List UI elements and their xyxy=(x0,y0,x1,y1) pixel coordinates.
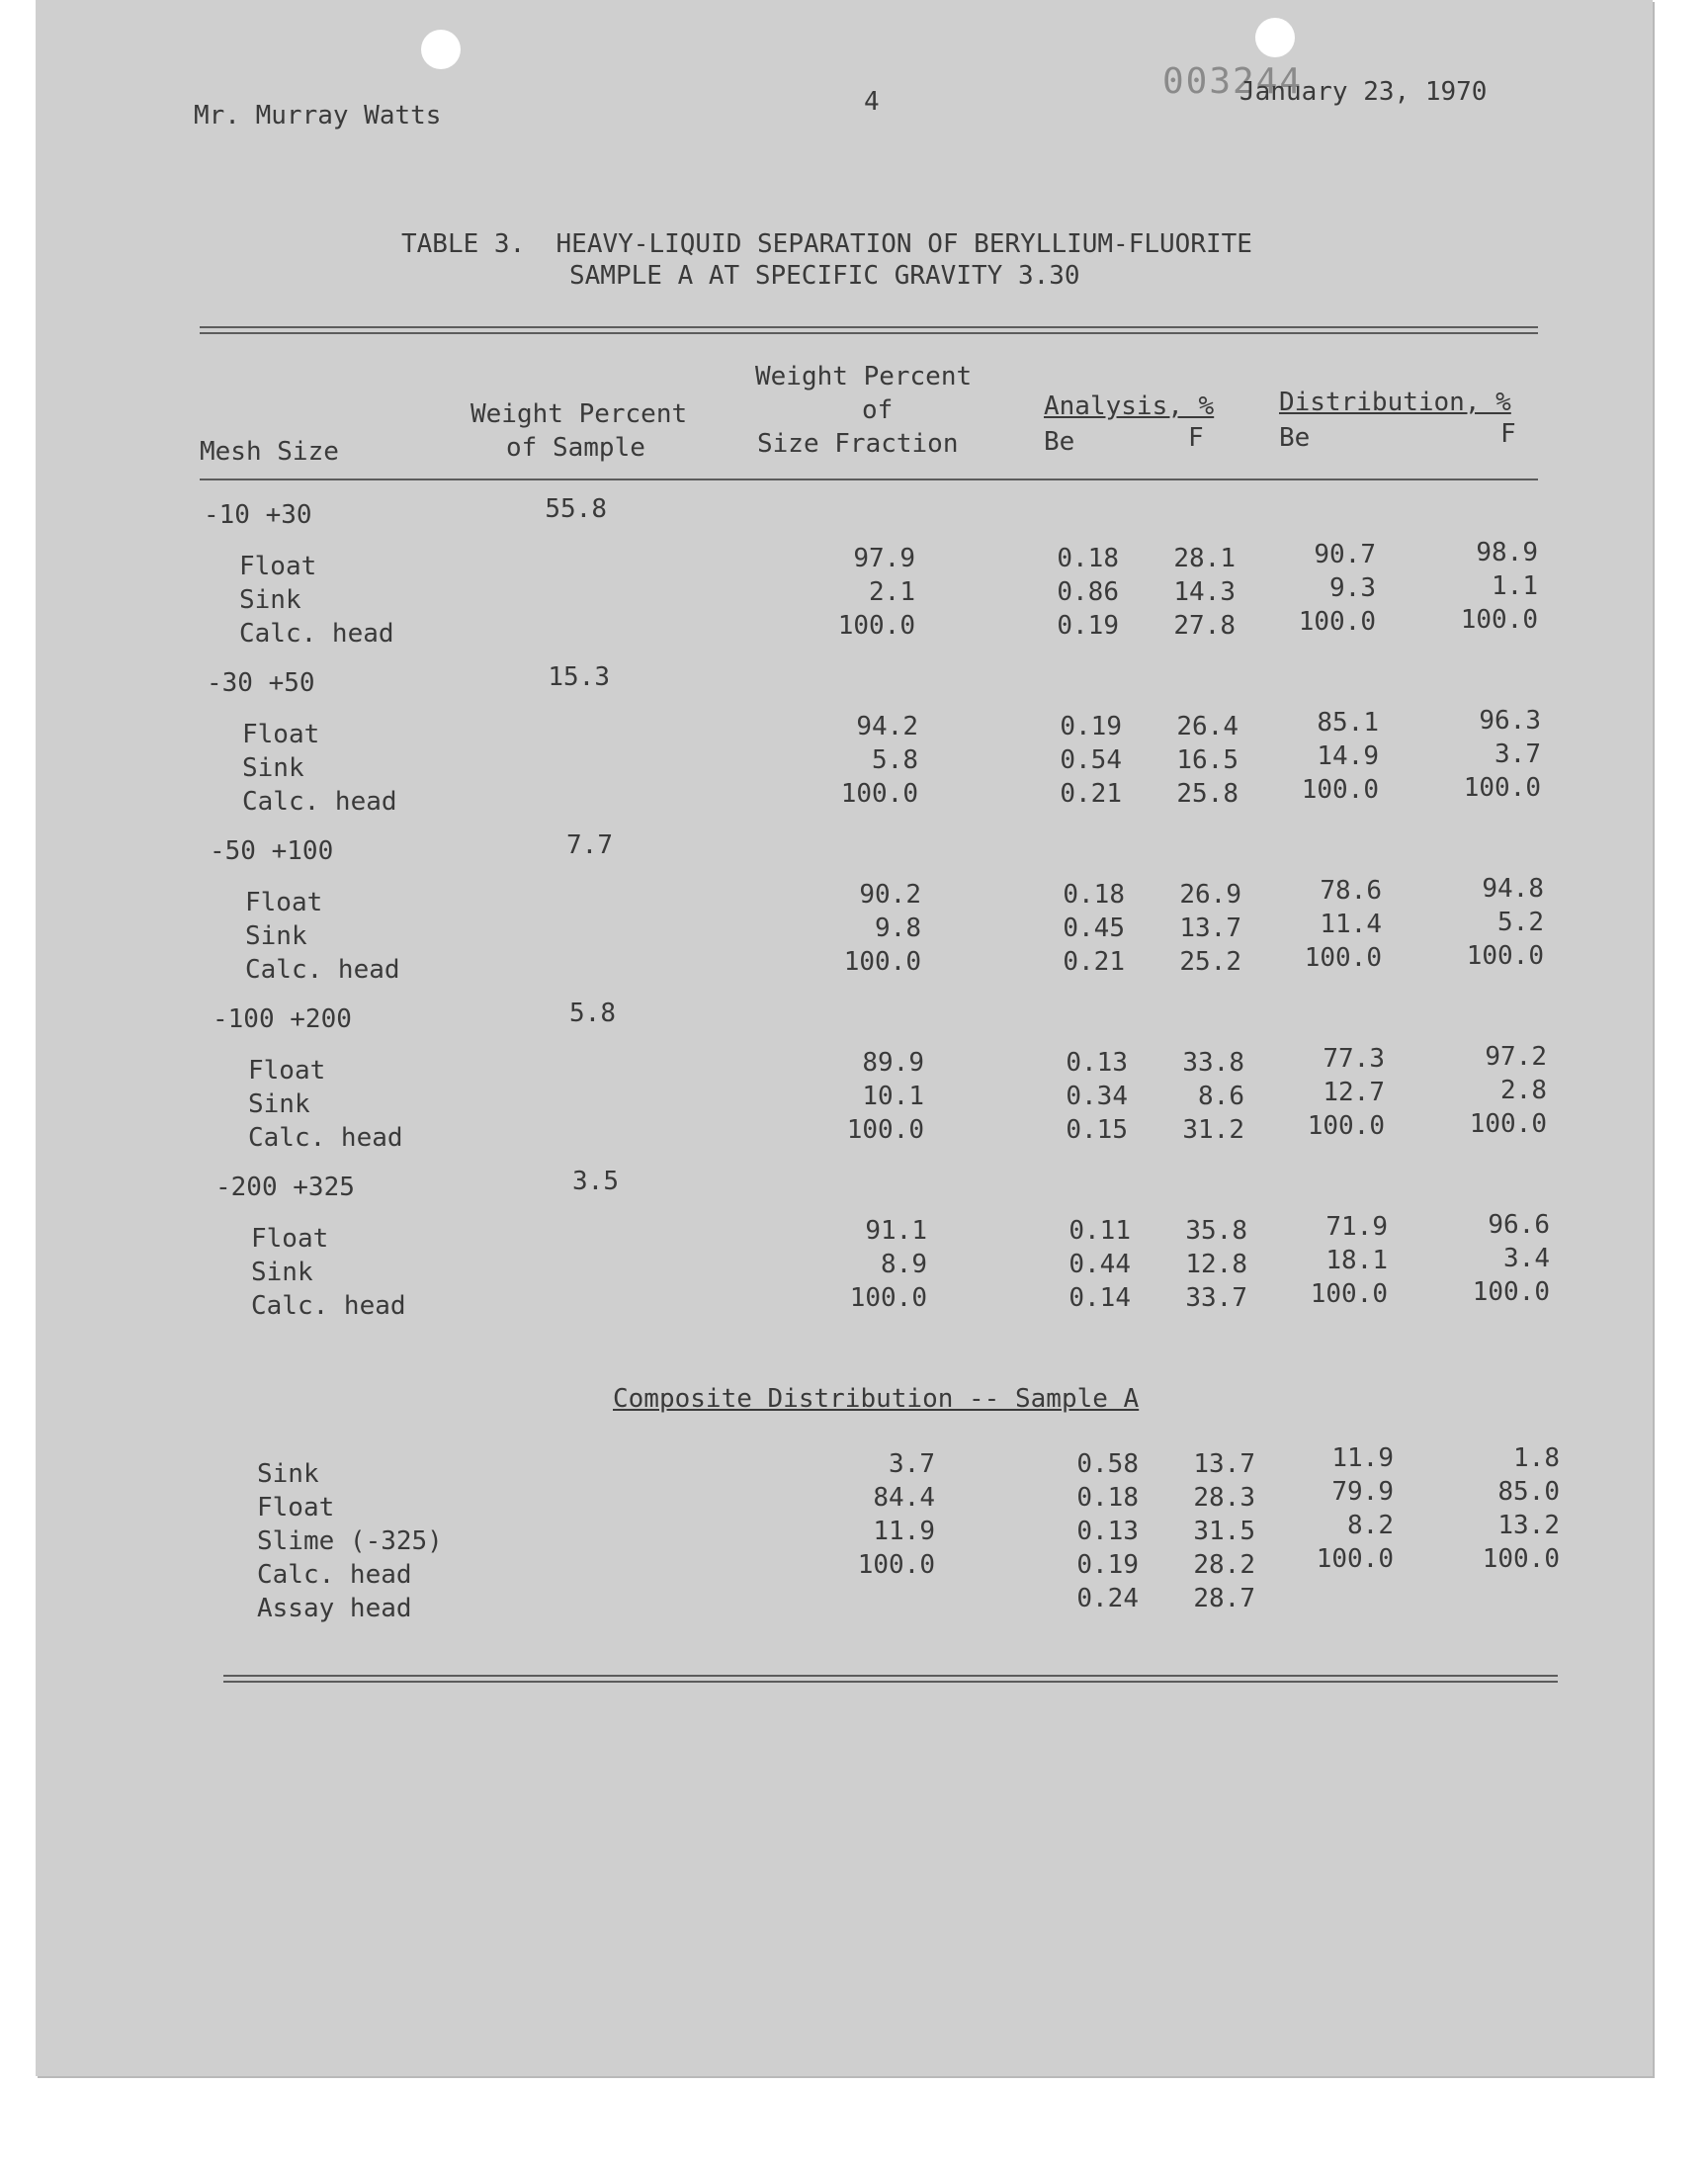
row-label: Calc. head xyxy=(248,1123,403,1153)
distribution-be-value: 77.3 xyxy=(1323,1044,1385,1074)
mesh-size-label: -100 +200 xyxy=(213,1004,352,1034)
distribution-be-value: 100.0 xyxy=(1310,1279,1388,1309)
weight-percent-of-fraction: 8.9 xyxy=(881,1250,927,1279)
weight-percent-of-fraction: 90.2 xyxy=(859,880,921,910)
analysis-f-value: 33.8 xyxy=(1182,1048,1244,1078)
composite-title: Composite Distribution -- Sample A xyxy=(613,1384,1140,1414)
distribution-be-value: 100.0 xyxy=(1298,607,1376,637)
composite-row-label: Slime (-325) xyxy=(257,1526,443,1556)
table-subtitle: SAMPLE A AT SPECIFIC GRAVITY 3.30 xyxy=(569,261,1080,291)
distribution-f-value: 100.0 xyxy=(1463,773,1541,803)
weight-percent-of-fraction: 9.8 xyxy=(875,914,921,943)
header-size-fraction: Size Fraction xyxy=(757,429,959,459)
distribution-f-value: 100.0 xyxy=(1460,605,1538,635)
distribution-f-value: 1.1 xyxy=(1492,571,1538,601)
distribution-be-value: 71.9 xyxy=(1325,1212,1388,1242)
analysis-f-value: 12.8 xyxy=(1185,1250,1247,1279)
mesh-size-label: -30 +50 xyxy=(207,668,315,698)
composite-analysis-f: 28.2 xyxy=(1193,1550,1255,1580)
composite-analysis-be: 0.19 xyxy=(1076,1550,1139,1580)
weight-percent-of-fraction: 100.0 xyxy=(849,1283,927,1313)
analysis-f-value: 28.1 xyxy=(1173,544,1236,573)
distribution-f-value: 100.0 xyxy=(1466,941,1544,971)
weight-percent-of-fraction: 100.0 xyxy=(846,1115,924,1145)
analysis-f-value: 25.8 xyxy=(1176,779,1238,809)
composite-weight-percent: 84.4 xyxy=(873,1483,935,1513)
analysis-be-value: 0.18 xyxy=(1063,880,1125,910)
distribution-f-value: 96.3 xyxy=(1479,706,1541,736)
weight-percent-of-fraction: 97.9 xyxy=(853,544,915,573)
composite-analysis-f: 28.3 xyxy=(1193,1483,1255,1513)
header-mesh-size: Mesh Size xyxy=(200,437,339,467)
composite-row-label: Calc. head xyxy=(257,1560,412,1590)
punch-hole xyxy=(1255,18,1295,57)
analysis-f-value: 25.2 xyxy=(1179,947,1241,977)
distribution-be-value: 100.0 xyxy=(1301,775,1379,805)
row-label: Sink xyxy=(242,753,304,783)
header-distribution-be: Be xyxy=(1279,423,1311,453)
distribution-f-value: 5.2 xyxy=(1497,908,1544,937)
analysis-be-value: 0.21 xyxy=(1060,779,1122,809)
weight-percent-of-fraction: 10.1 xyxy=(862,1082,924,1111)
analysis-be-value: 0.54 xyxy=(1060,745,1122,775)
analysis-be-value: 0.18 xyxy=(1057,544,1119,573)
row-label: Calc. head xyxy=(239,619,394,649)
document-number-stamp: 003244 xyxy=(1162,61,1304,102)
analysis-f-value: 27.8 xyxy=(1173,611,1236,641)
row-label: Float xyxy=(242,720,320,749)
composite-distribution-be: 79.9 xyxy=(1331,1477,1394,1507)
distribution-be-value: 18.1 xyxy=(1325,1246,1388,1275)
analysis-f-value: 33.7 xyxy=(1185,1283,1247,1313)
header-weight-percent-sample: Weight Percent xyxy=(470,399,688,429)
analysis-f-value: 13.7 xyxy=(1179,914,1241,943)
header-analysis-be: Be xyxy=(1044,427,1075,457)
distribution-f-value: 100.0 xyxy=(1472,1277,1550,1307)
composite-distribution-f: 1.8 xyxy=(1513,1443,1560,1473)
composite-weight-percent: 100.0 xyxy=(857,1550,935,1580)
composite-distribution-be: 100.0 xyxy=(1316,1544,1394,1574)
analysis-be-value: 0.45 xyxy=(1063,914,1125,943)
analysis-be-value: 0.19 xyxy=(1057,611,1119,641)
distribution-f-value: 98.9 xyxy=(1476,538,1538,567)
analysis-be-value: 0.34 xyxy=(1066,1082,1128,1111)
distribution-be-value: 85.1 xyxy=(1317,708,1379,738)
analysis-f-value: 26.4 xyxy=(1176,712,1238,741)
row-label: Float xyxy=(251,1224,329,1254)
distribution-f-value: 96.6 xyxy=(1488,1210,1550,1240)
mesh-size-label: -50 +100 xyxy=(210,836,334,866)
distribution-be-value: 11.4 xyxy=(1320,910,1382,939)
header-analysis-f: F xyxy=(1188,423,1204,453)
header-weight-percent-fraction: Weight Percent xyxy=(755,362,973,392)
weight-percent-of-fraction: 100.0 xyxy=(843,947,921,977)
weight-percent-of-fraction: 94.2 xyxy=(856,712,918,741)
analysis-f-value: 35.8 xyxy=(1185,1216,1247,1246)
weight-percent-of-fraction: 100.0 xyxy=(837,611,915,641)
weight-percent-of-sample: 5.8 xyxy=(569,999,616,1028)
distribution-f-value: 3.7 xyxy=(1494,740,1541,769)
composite-row-label: Assay head xyxy=(257,1594,412,1623)
punch-hole xyxy=(421,30,461,69)
composite-weight-percent: 3.7 xyxy=(889,1449,935,1479)
weight-percent-of-sample: 7.7 xyxy=(566,830,613,860)
weight-percent-of-fraction: 89.9 xyxy=(862,1048,924,1078)
composite-analysis-f: 31.5 xyxy=(1193,1517,1255,1546)
analysis-f-value: 14.3 xyxy=(1173,577,1236,607)
header-of-sample: of Sample xyxy=(506,433,645,463)
distribution-be-value: 90.7 xyxy=(1314,540,1376,569)
mesh-size-label: -10 +30 xyxy=(204,500,312,530)
row-label: Calc. head xyxy=(242,787,397,817)
row-label: Sink xyxy=(239,585,301,615)
analysis-f-value: 8.6 xyxy=(1198,1082,1244,1111)
header-distribution-f: F xyxy=(1500,419,1516,449)
distribution-be-value: 12.7 xyxy=(1323,1078,1385,1107)
analysis-be-value: 0.14 xyxy=(1068,1283,1131,1313)
composite-analysis-be: 0.58 xyxy=(1076,1449,1139,1479)
table-title: TABLE 3. HEAVY-LIQUID SEPARATION OF BERYLLIUM-FLUORITE xyxy=(401,229,1252,259)
distribution-be-value: 9.3 xyxy=(1329,573,1376,603)
composite-analysis-be: 0.24 xyxy=(1076,1584,1139,1613)
header-distribution: Distribution, % xyxy=(1279,388,1511,417)
distribution-be-value: 78.6 xyxy=(1320,876,1382,906)
weight-percent-of-fraction: 100.0 xyxy=(840,779,918,809)
letter-date: January 23, 1970 xyxy=(1239,77,1488,107)
composite-distribution-f: 85.0 xyxy=(1497,1477,1560,1507)
row-label: Sink xyxy=(248,1089,310,1119)
analysis-f-value: 16.5 xyxy=(1176,745,1238,775)
distribution-be-value: 100.0 xyxy=(1304,943,1382,973)
distribution-f-value: 2.8 xyxy=(1500,1076,1547,1105)
composite-analysis-be: 0.13 xyxy=(1076,1517,1139,1546)
weight-percent-of-fraction: 91.1 xyxy=(865,1216,927,1246)
analysis-be-value: 0.15 xyxy=(1066,1115,1128,1145)
composite-distribution-f: 13.2 xyxy=(1497,1511,1560,1540)
weight-percent-of-fraction: 5.8 xyxy=(872,745,918,775)
composite-row-label: Sink xyxy=(257,1459,319,1489)
composite-analysis-be: 0.18 xyxy=(1076,1483,1139,1513)
distribution-f-value: 3.4 xyxy=(1503,1244,1550,1273)
composite-distribution-f: 100.0 xyxy=(1482,1544,1560,1574)
distribution-f-value: 97.2 xyxy=(1485,1042,1547,1072)
mesh-size-label: -200 +325 xyxy=(215,1173,355,1202)
composite-analysis-f: 28.7 xyxy=(1193,1584,1255,1613)
header-of: of xyxy=(862,395,894,425)
analysis-f-value: 26.9 xyxy=(1179,880,1241,910)
row-label: Sink xyxy=(251,1258,313,1287)
composite-distribution-be: 8.2 xyxy=(1347,1511,1394,1540)
row-label: Float xyxy=(245,888,323,917)
bottom-double-rule xyxy=(223,1675,1558,1683)
distribution-f-value: 100.0 xyxy=(1469,1109,1547,1139)
top-double-rule xyxy=(200,326,1538,334)
composite-row-label: Float xyxy=(257,1493,335,1522)
addressee: Mr. Murray Watts xyxy=(194,101,442,130)
composite-analysis-f: 13.7 xyxy=(1193,1449,1255,1479)
analysis-be-value: 0.11 xyxy=(1068,1216,1131,1246)
weight-percent-of-sample: 3.5 xyxy=(572,1167,619,1196)
analysis-be-value: 0.13 xyxy=(1066,1048,1128,1078)
weight-percent-of-fraction: 2.1 xyxy=(869,577,915,607)
composite-distribution-be: 11.9 xyxy=(1331,1443,1394,1473)
row-label: Calc. head xyxy=(251,1291,406,1321)
document-page xyxy=(36,0,1653,2076)
weight-percent-of-sample: 55.8 xyxy=(545,494,607,524)
distribution-be-value: 14.9 xyxy=(1317,741,1379,771)
row-label: Float xyxy=(239,552,317,581)
analysis-be-value: 0.44 xyxy=(1068,1250,1131,1279)
analysis-be-value: 0.86 xyxy=(1057,577,1119,607)
distribution-f-value: 94.8 xyxy=(1482,874,1544,904)
distribution-be-value: 100.0 xyxy=(1307,1111,1385,1141)
analysis-be-value: 0.19 xyxy=(1060,712,1122,741)
page-number: 4 xyxy=(864,87,880,117)
weight-percent-of-sample: 15.3 xyxy=(548,662,610,692)
row-label: Calc. head xyxy=(245,955,400,985)
analysis-be-value: 0.21 xyxy=(1063,947,1125,977)
row-label: Sink xyxy=(245,921,307,951)
analysis-f-value: 31.2 xyxy=(1182,1115,1244,1145)
composite-weight-percent: 11.9 xyxy=(873,1517,935,1546)
row-label: Float xyxy=(248,1056,326,1086)
header-analysis: Analysis, % xyxy=(1044,392,1215,421)
header-rule xyxy=(200,478,1538,480)
